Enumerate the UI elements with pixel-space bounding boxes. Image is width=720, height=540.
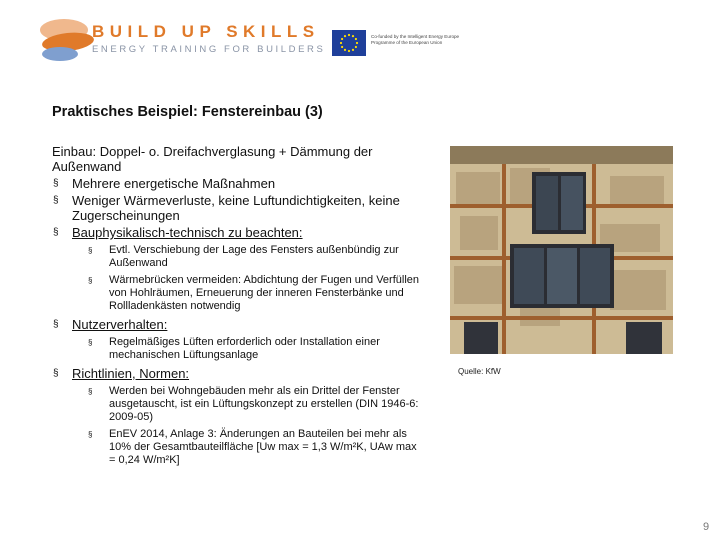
brand-title: BUILD UP SKILLS bbox=[92, 22, 320, 41]
build-up-skills-logo-icon bbox=[38, 16, 100, 66]
sub-bullet-icon: § bbox=[88, 430, 93, 439]
slide-content bbox=[52, 144, 422, 471]
sub-bullet-item bbox=[52, 336, 422, 362]
eu-flag-icon bbox=[332, 30, 366, 56]
bullet-item bbox=[52, 317, 422, 332]
sub-bullet-text: Regelmäßiges Lüften erforderlich oder Installation einer mechanischen Lüftungsanlage bbox=[109, 336, 380, 361]
section-bullet-icon: § bbox=[53, 368, 59, 379]
sub-bullet-text: Werden bei Wohngebäuden mehr als ein Drittel der Fenster ausgetauscht, ist ein Lüftungskonzept zu erstellen (DIN 1946-6: 2009-05) bbox=[109, 385, 419, 423]
section-bullet-icon: § bbox=[53, 178, 59, 189]
sub-bullet-text: Evtl. Verschiebung der Lage des Fensters außenbündig zur Außenwand bbox=[109, 244, 399, 269]
intro-text: Einbau: Doppel- o. Dreifachverglasung + Dämmung der Außenwand bbox=[52, 144, 373, 174]
sub-bullet-text: Wärmebrücken vermeiden: Abdichtung der Fugen und Verfüllen von Hohlräumen, Erneuerung der inneren Fensterbänke und Rollladenkästen notwendig bbox=[109, 274, 420, 312]
sub-bullet-item bbox=[52, 428, 422, 467]
brand-subtitle: ENERGY TRAINING FOR BUILDERS bbox=[92, 44, 326, 55]
bullet-heading: Nutzerverhalten: bbox=[72, 317, 168, 332]
bullet-text: Mehrere energetische Maßnahmen bbox=[72, 176, 276, 191]
photo-credit: Quelle: KfW bbox=[458, 367, 501, 376]
sub-bullet-icon: § bbox=[88, 276, 93, 285]
sub-bullet-icon: § bbox=[88, 387, 93, 396]
bullet-item bbox=[52, 193, 422, 223]
bullet-item bbox=[52, 225, 422, 240]
sub-bullet-icon: § bbox=[88, 338, 93, 347]
sub-bullet-text: EnEV 2014, Anlage 3: Änderungen an Bauteilen bei mehr als 10% der Gesamtbauteilfläche [Uw max = 1,3 W/m²K, UAw max = 0,24 W/m²K] bbox=[109, 428, 417, 466]
sub-bullet-item bbox=[52, 244, 422, 270]
slide-title: Praktisches Beispiel: Fenstereinbau (3) bbox=[52, 104, 323, 120]
page-number: 9 bbox=[703, 521, 710, 533]
bullet-heading: Richtlinien, Normen: bbox=[72, 366, 190, 381]
sub-bullet-item bbox=[52, 274, 422, 313]
sub-bullet-item bbox=[52, 385, 422, 424]
section-bullet-icon: § bbox=[53, 195, 59, 206]
eu-cofunding-note: Co-funded by the Intelligent Energy Europe Programme of the European Union bbox=[371, 34, 460, 45]
bullet-item bbox=[52, 176, 422, 191]
sub-bullet-icon: § bbox=[88, 246, 93, 255]
bullet-heading: Bauphysikalisch-technisch zu beachten: bbox=[72, 225, 303, 240]
facade-photo bbox=[450, 146, 673, 354]
section-bullet-icon: § bbox=[53, 227, 59, 238]
bullet-item bbox=[52, 366, 422, 381]
section-bullet-icon: § bbox=[53, 319, 59, 330]
bullet-text: Weniger Wärmeverluste, keine Luftundichtigkeiten, keine Zugerscheinungen bbox=[72, 193, 400, 223]
